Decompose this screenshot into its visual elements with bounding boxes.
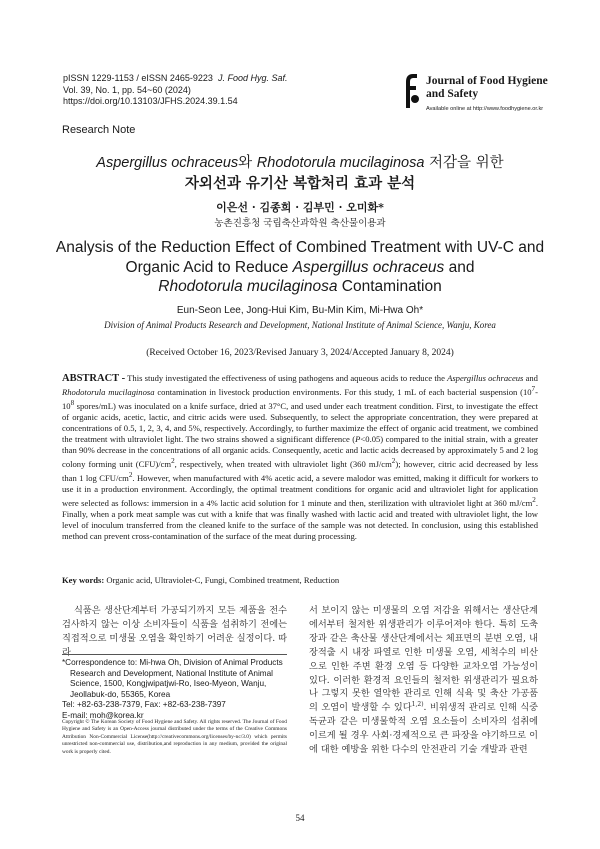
journal-abbrev: J. Food Hyg. Saf.: [217, 73, 288, 83]
correspondence: [62, 658, 287, 722]
journal-url[interactable]: Available online at http://www.foodhygiene.or.kr: [426, 106, 544, 112]
english-title-line2-end: and: [444, 258, 475, 276]
abstract-text: contamination in livestock production environments. For this study, 1 mL of each bacterial suspension (10: [154, 386, 532, 397]
korean-title-connector: 와: [238, 155, 257, 171]
abstract-exponent: 2: [128, 470, 133, 479]
body-left-column: 식품은 생산단계부터 가공되기까지 모든 제품을 전수 검사하지 않는 이상 소비자들이 식품을 섭취하기 전에는 직접적으로 미생물 오염을 확인하기 어려운 실정이다. 따라: [62, 605, 287, 658]
keywords-label: Key words:: [62, 575, 105, 585]
abstract-text: -10: [62, 386, 538, 411]
english-species-2: Rhodotorula mucilaginosa: [158, 278, 338, 295]
english-title-line3-end: Contamination: [337, 278, 442, 295]
citation-reference[interactable]: 1,2): [411, 701, 424, 709]
logo-title-line1: Journal of Food Hygiene: [426, 75, 548, 87]
received-dates: (Received October 16, 2023/Revised January 3, 2024/Accepted January 8, 2024): [146, 348, 454, 358]
english-title: [0, 238, 600, 297]
korean-authors: 이은선 · 김종희 · 김부민 · 오미화*: [216, 201, 384, 214]
abstract-text: This study investigated the effectiveness of using pathogens and aqueous acids to reduce the: [125, 373, 448, 383]
keywords-text: Organic acid, Ultraviolet-C, Fungi, Combined treatment, Reduction: [104, 575, 340, 585]
abstract-text: ); however, citric acid decreased by less than 1 log CFU/cm: [62, 458, 538, 483]
issn-line: pISSN 1229-1153 / eISSN 2465-9223: [63, 73, 213, 83]
abstract-text: . Finally, when a pork meat sample was cut with a knife that was finally washed with lactic acid and treated with ultraviolet light, the low level of inoculum transferred from the cleaned knife to the surface of the sample was not detected. In conclusion, using this established method can prevent cross-contamination of the surface of the meat during processing.: [62, 497, 538, 541]
species-name-2: Rhodotorula mucilaginosa: [256, 155, 425, 171]
abstract-text: , respectively, when treated with ultraviolet light (360 mJ/cm: [174, 458, 392, 469]
page-number: 54: [295, 813, 305, 823]
abstract-exponent: 7: [531, 385, 536, 394]
english-title-line1: Analysis of the Reduction Effect of Combined Treatment with UV-C and: [55, 239, 545, 256]
abstract-exponent: 2: [391, 457, 396, 466]
abstract-p-value-symbol: P: [355, 433, 361, 444]
body-right-text: 서 보이지 않는 미생물의 오염 저감을 위해서는 생산단계에서부터 철저한 위생관리가 이루어져야 한다. 특히 도축장과 같은 축산물 생산단계에서는 체표면의 분변 오염, 내장적출 시 내장 파열로 인한 미생물 오염, 세척수의 비산으로 인한 주변 환경 오염 등 다양한 교차오염 가능성이 있다. 이러한 환경적 요인들의 철저한 위생관리가 필요하나 그렇지 못한 열악한 관리로 인해 식육 및 축산 가공품의 오염이 발생할 수 있다: [309, 605, 538, 714]
abstract-heading: ABSTRACT -: [62, 373, 126, 384]
body-right-text: . 비위생적 관리로 인해 식중독균과 같은 미생물학적 오염 요소들이 소비자의 섭취에 이르게 될 경우 사회·경제적으로 큰 파장을 야기하므로 이에 대한 예방을 위한 다수의 안전관리 기술 개발과 관련: [309, 702, 538, 756]
journal-logo-icon: [400, 72, 422, 110]
english-affiliation: Division of Animal Products Research and Development, National Institute of Animal Science, Wanju, Korea: [104, 320, 496, 330]
abstract-exponent: 2: [532, 495, 536, 504]
abstract-text: <0.05) compared to the initial strain, with a greater than 90% decrease in the concentrations of all organic acids. Consequently, acetic and lactic acids decreased by approximately 5 and 2 log colony forming unit (CFU)/cm: [62, 433, 539, 469]
copyright-notice: Copyright © The Korean Society of Food Hygiene and Safety. All rights reserved. The Journal of Food Hygiene and Safety is an Open-Access journal distributed under the terms of the Creative Commons Attribution Non-Commercial License(http://creativecommons.org/licenses/by-nc/3.0) which permits unrestricted non-commercial use, distribution,and reproduction in any medium, provided the original work is properly cited.: [62, 719, 287, 755]
keywords: [62, 575, 339, 585]
abstract-text: spores/mL) was inoculated on a knife surface, dried at 37°C, and used under each treatment condition. First, to investigate the effect of organic acids, acetic, lactic, and citric acids were used. Subsequently, to select the appropriate concentration, they were prepared at concentrations of 0.5, 1, 2, 3, 4, and 5%, respectively. Accordingly, to further maximize the effect of organic acid treatment, we combined the treatment with ultraviolet light. The two strains showed a significant difference (: [62, 400, 538, 444]
english-species-1: Aspergillus ochraceus: [292, 258, 445, 276]
english-title-line2-text: Organic Acid to Reduce: [125, 258, 293, 276]
abstract-exponent: 2: [171, 457, 175, 466]
korean-affiliation: 농촌진흥청 국립축산과학원 축산물이용과: [214, 218, 386, 229]
english-title-line2: [0, 258, 600, 278]
body-right-column: [309, 604, 538, 757]
footnote-divider: [62, 654, 287, 655]
journal-logo-title: [426, 75, 576, 101]
abstract-species-1: Aspergillus ochraceus: [447, 373, 524, 383]
english-title-line3: [0, 277, 600, 297]
volume-line: Vol. 39, No. 1, pp. 54~60 (2024): [63, 84, 191, 95]
correspondence-email[interactable]: E-mail: moh@korea.kr: [62, 710, 144, 720]
issn-block: [63, 73, 287, 108]
abstract: [62, 373, 538, 542]
correspondence-address: *Correspondence to: Mi-hwa Oh, Division of Animal Products Research and Development, National Institute of Animal Science, 1500, Kongjwipatjwi-Ro, Iseo-Myeon, Wanju, Jeollabuk-do, 55365, Korea: [62, 658, 283, 699]
abstract-text: . However, when manufactured with 4% acetic acid, a severe malodor was emitted, making it difficult for workers to use it in a production environment. Accordingly, the optimal treatment conditions for organic acid and ultraviolet light for application were selected as follows: immersion in a 4% lactic acid solution for 1 minute and then, sterilization with ultraviolet light at 360 mJ/cm: [62, 472, 539, 508]
logo-title-line2: and Safety: [426, 88, 479, 100]
korean-title-line1: [0, 151, 600, 172]
doi-link[interactable]: https://doi.org/10.13103/JFHS.2024.39.1.54: [63, 96, 238, 106]
journal-logo: [400, 72, 580, 118]
article-type: Research Note: [62, 124, 136, 136]
abstract-text: and: [523, 373, 538, 383]
abstract-exponent: 8: [70, 398, 75, 407]
species-name-1: Aspergillus ochraceus: [96, 155, 239, 171]
correspondence-phone: Tel: +82-63-238-7379, Fax: +82-63-238-7397: [62, 700, 226, 710]
korean-title-end: 저감을 위한: [424, 155, 504, 171]
english-authors: Eun-Seon Lee, Jong-Hui Kim, Bu-Min Kim, Mi-Hwa Oh*: [176, 305, 424, 316]
korean-title-line2: 자외선과 유기산 복합처리 효과 분석: [184, 175, 416, 192]
abstract-species-2: Rhodotorula mucilaginosa: [62, 386, 155, 397]
